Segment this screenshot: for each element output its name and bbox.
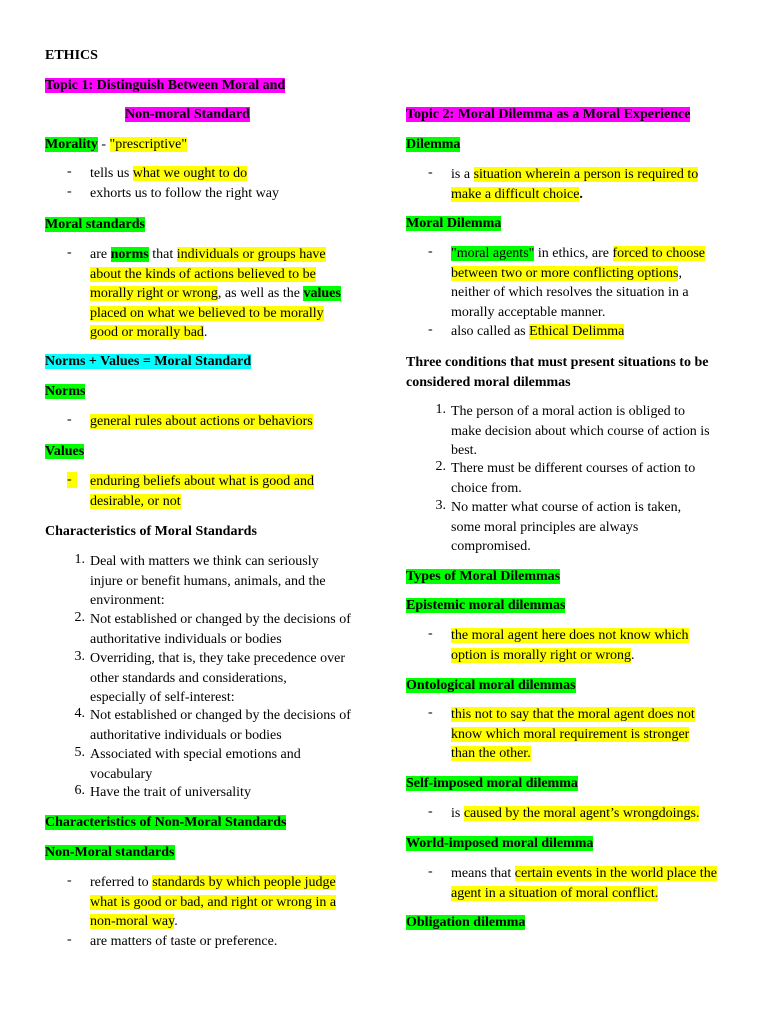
nonmoral-standards-heading: Non-Moral standards	[45, 845, 175, 860]
list-item: - are norms that individuals or groups have about the kinds of actions believed to be morally right or wrong, as well as the values placed on what we believed to be morally good or morally bad.	[67, 245, 341, 340]
list-item: - exhorts us to follow the right way	[67, 184, 279, 201]
world-imposed-heading: World-imposed moral dilemma	[406, 836, 594, 851]
dilemma-heading: Dilemma	[406, 137, 461, 152]
epistemic-heading: Epistemic moral dilemmas	[406, 598, 566, 613]
topic1-heading-line2: Non-moral Standard	[125, 107, 250, 122]
list-item: 1. Deal with matters we think can seriously injure or benefit humans, animals, and the environment:	[74, 552, 326, 608]
list-item: 3. Overriding, that is, they take precedence over other standards and considerations, especially of self-interest:	[74, 649, 346, 705]
list-item: - is caused by the moral agent’s wrongdoings.	[428, 804, 700, 821]
char-nonmoral-heading: Characteristics of Non-Moral Standards	[45, 815, 287, 830]
list-item: 3. No matter what course of action is taken, some moral principles are always compromised.	[435, 498, 682, 554]
char-moral-heading: Characteristics of Moral Standards	[45, 524, 257, 539]
list-item: - "moral agents" in ethics, are forced to choose between two or more conflicting options, neither of which resolves the situation in a morally acceptable manner.	[428, 244, 706, 320]
list-item: - also called as Ethical Delimma	[428, 322, 625, 339]
list-item: - tells us what we ought to do	[67, 164, 248, 181]
document-title: ETHICS	[45, 48, 98, 63]
equation-heading: Norms + Values = Moral Standard	[45, 354, 252, 369]
list-item: - is a situation wherein a person is required to make a difficult choice.	[428, 165, 699, 202]
norms-heading: Norms	[45, 384, 86, 399]
list-item: - enduring beliefs about what is good and desirable, or not	[67, 472, 314, 509]
morality-definition: Morality - "prescriptive"	[45, 137, 188, 152]
self-imposed-heading: Self-imposed moral dilemma	[406, 776, 578, 791]
values-heading: Values	[45, 444, 85, 459]
ontological-heading: Ontological moral dilemmas	[406, 678, 576, 693]
list-item: - are matters of taste or preference.	[67, 932, 278, 949]
types-heading: Types of Moral Dilemmas	[406, 569, 561, 584]
topic1-heading-line1: Topic 1: Distinguish Between Moral and	[45, 78, 286, 93]
three-conditions-heading: Three conditions that must present situations to be considered moral dilemmas	[406, 355, 709, 390]
list-item: - means that certain events in the world place the agent in a situation of moral conflict.	[428, 864, 717, 901]
list-item: - the moral agent here does not know which option is morally right or wrong.	[428, 626, 689, 663]
moral-standards-heading: Moral standards	[45, 217, 145, 232]
list-item: 1. The person of a moral action is obliged to make decision about which course of action is best.	[435, 402, 710, 458]
list-item: 5. Associated with special emotions and vocabulary	[74, 745, 301, 782]
moral-dilemma-heading: Moral Dilemma	[406, 216, 502, 231]
list-item: - referred to standards by which people judge what is good or bad, and right or wrong in a non-moral way.	[67, 873, 337, 929]
list-item: 4. Not established or changed by the decisions of authoritative individuals or bodies	[74, 706, 351, 743]
list-item: - this not to say that the moral agent does not know which moral requirement is stronger than the other.	[428, 705, 695, 761]
list-item: - general rules about actions or behaviors	[67, 412, 313, 429]
obligation-heading: Obligation dilemma	[406, 915, 526, 930]
list-item: 2. Not established or changed by the decisions of authoritative individuals or bodies	[74, 610, 351, 647]
list-item: 2. There must be different courses of action to choice from.	[435, 459, 696, 496]
topic2-heading: Topic 2: Moral Dilemma as a Moral Experience	[406, 107, 691, 122]
list-item: 6. Have the trait of universality	[74, 783, 251, 800]
